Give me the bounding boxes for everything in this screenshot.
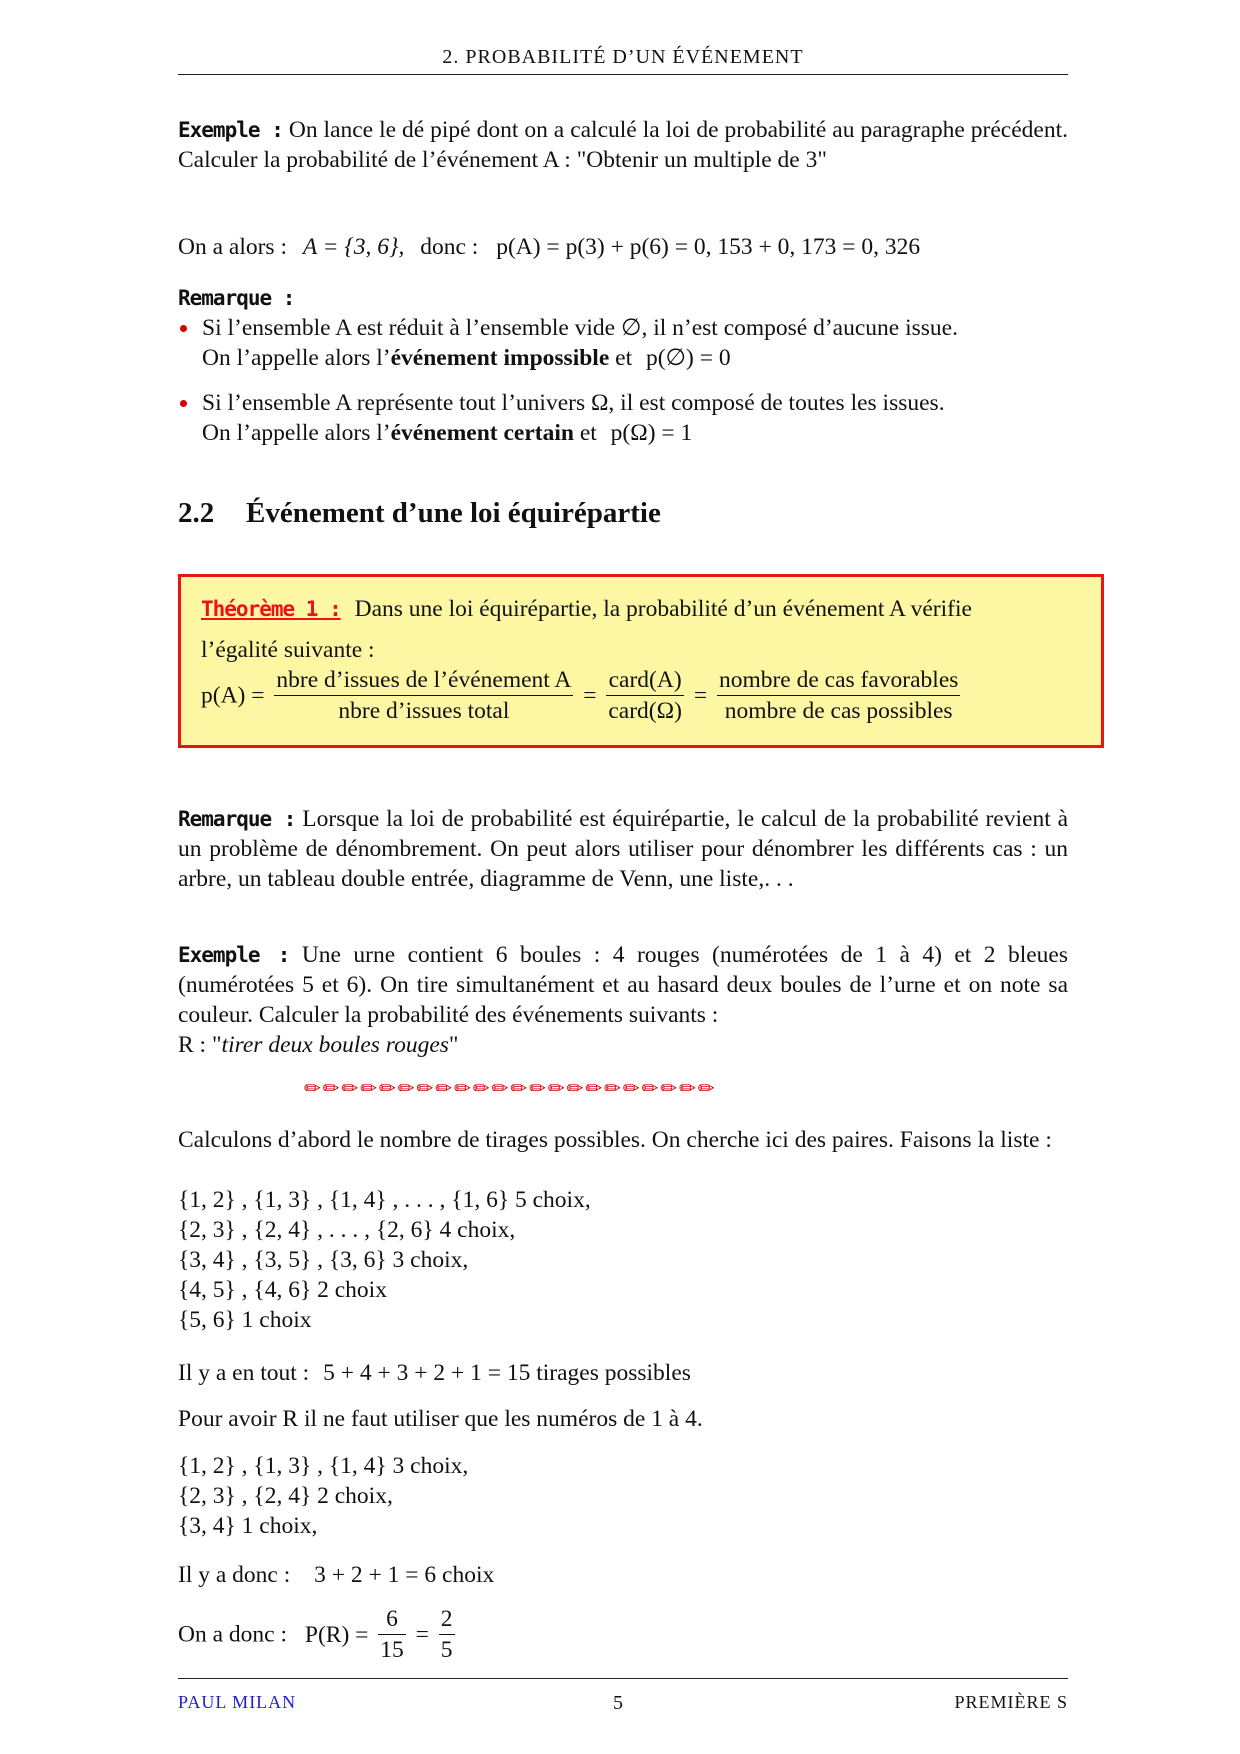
example-text: Une urne contient 6 boules : 4 rouges (numérotées de 1 à 4) et 2 bleues (numérotées 5 et 6). On tire simultanément et au hasard deux boules de l’urne et on note sa couleur. Calculer la probabilité des événements suivants :	[178, 942, 1069, 1028]
pairs-row: {1, 2} , {1, 3} , {1, 4} , . . . , {1, 6} 5 choix,	[178, 1187, 591, 1213]
total-formula: 5 + 4 + 3 + 2 + 1 = 15 tirages possibles	[323, 1360, 691, 1386]
event-description: tirer deux boules rouges	[221, 1032, 449, 1058]
theorem-box	[178, 574, 1104, 748]
count-formula: 3 + 2 + 1 = 6 choix	[314, 1562, 495, 1588]
fraction-numerator: nbre d’issues de l’événement A	[274, 665, 573, 696]
section-number: 2.2	[178, 497, 215, 529]
bullet-formula: p(Ω) = 1	[610, 420, 693, 446]
count-line	[178, 1560, 1068, 1590]
final-prefix: On a donc :	[178, 1621, 287, 1648]
pairs-list-2	[178, 1451, 1068, 1541]
example-1	[178, 115, 1068, 175]
bullet-line-1: Si l’ensemble A est réduit à l’ensemble vide ∅, il n’est composé d’aucune issue.	[202, 315, 958, 341]
pairs-row: {5, 6} 1 choix	[178, 1307, 312, 1333]
restrict-line: Pour avoir R il ne faut utiliser que les numéros de 1 à 4.	[178, 1406, 703, 1432]
calc-donc: donc :	[420, 234, 479, 260]
calc-prefix: On a alors :	[178, 234, 287, 260]
theorem-text: Dans une loi équirépartie, la probabilité d’un événement A vérifie	[354, 596, 972, 622]
fraction-numerator: 6	[378, 1604, 406, 1635]
bullet-line-2-mid: et	[609, 345, 638, 371]
fraction-denominator: 15	[380, 1637, 404, 1663]
example-1-calc	[178, 232, 1068, 262]
remark-1-label-row	[178, 283, 1068, 313]
final-line	[178, 1604, 1068, 1665]
bullet-icon	[180, 325, 187, 332]
example-2	[178, 940, 1068, 1030]
example-label: Exemple :	[178, 118, 283, 142]
fraction-numerator: nombre de cas favorables	[717, 665, 960, 696]
event-suffix: "	[448, 1032, 459, 1058]
pairs-row: {3, 4} 1 choix,	[178, 1513, 318, 1539]
fraction-card	[606, 665, 684, 726]
footer-level: PREMIÈRE S	[954, 1692, 1068, 1712]
fraction-denominator: nombre de cas possibles	[724, 698, 953, 724]
event-r	[178, 1030, 1068, 1060]
pairs-row: {2, 3} , {2, 4} 2 choix,	[178, 1483, 393, 1509]
fraction-numerator: card(A)	[606, 665, 684, 696]
pairs-row: {2, 3} , {2, 4} , . . . , {2, 6} 4 choix,	[178, 1217, 516, 1243]
solution-intro: Calculons d’abord le nombre de tirages possibles. On cherche ici des paires. Faisons la liste :	[178, 1127, 1052, 1153]
remark-text: Lorsque la loi de probabilité est équirépartie, le calcul de la probabilité revient à un problème de dénombrement. On peut alors utiliser pour dénombrer les différents cas : un arbre, un tableau double entrée, diagramme de Venn, une liste,. . .	[178, 806, 1069, 892]
footer-rule	[178, 1678, 1068, 1679]
bullet-icon	[180, 400, 187, 407]
final-lhs: P(R) =	[304, 1621, 369, 1648]
pairs-row: {4, 5} , {4, 6} 2 choix	[178, 1277, 387, 1303]
remark-2	[178, 804, 1068, 894]
bullet-line-2-mid: et	[573, 420, 603, 446]
bullet-bold-term: événement certain	[390, 420, 574, 446]
theorem-line-2: l’égalité suivante :	[201, 637, 375, 663]
example-text: On lance le dé pipé dont on a calculé la loi de probabilité au paragraphe précédent. Calculer la probabilité de l’événement A : "Obtenir un multiple de 3"	[178, 117, 1068, 173]
pairs-list-1	[178, 1185, 1068, 1335]
calc-set: A = {3, 6},	[302, 234, 405, 260]
theorem-lhs: p(A) =	[201, 682, 265, 709]
fraction-numerator: 2	[439, 1604, 455, 1635]
fraction-denominator: card(Ω)	[608, 698, 682, 724]
remark-bullet	[178, 313, 1068, 373]
example-label: Exemple :	[178, 943, 290, 967]
running-header: 2. PROBABILITÉ D’UN ÉVÉNEMENT	[442, 46, 804, 68]
section-heading	[178, 497, 661, 530]
remark-label: Remarque :	[178, 807, 296, 831]
pairs-row: {3, 4} , {3, 5} , {3, 6} 3 choix,	[178, 1247, 469, 1273]
bullet-line-2-prefix: On l’appelle alors l’	[202, 345, 391, 371]
bullet-line-2	[202, 343, 1068, 373]
total-prefix: Il y a en tout :	[178, 1360, 310, 1386]
bullet-line-2-prefix: On l’appelle alors l’	[202, 420, 391, 446]
equals-sign: =	[415, 1621, 429, 1648]
theorem-label: Théorème 1 :	[201, 597, 341, 621]
fraction-issues	[274, 665, 573, 726]
fraction-cases	[717, 665, 960, 726]
bullet-line-1: Si l’ensemble A représente tout l’univers Ω, il est composé de toutes les issues.	[202, 390, 945, 416]
pairs-row: {1, 2} , {1, 3} , {1, 4} 3 choix,	[178, 1453, 469, 1479]
bullet-line-2	[202, 418, 1068, 448]
bullet-bold-term: événement impossible	[390, 345, 610, 371]
fraction-denominator: nbre d’issues total	[338, 698, 510, 724]
theorem-formula	[201, 665, 964, 726]
calc-formula: p(A) = p(3) + p(6) = 0, 153 + 0, 173 = 0, 326	[496, 234, 921, 260]
theorem-line-1	[201, 594, 972, 624]
fraction-final-1	[378, 1604, 406, 1665]
count-prefix: Il y a donc :	[178, 1562, 291, 1588]
footer-author: PAUL MILAN	[178, 1692, 297, 1712]
total-line	[178, 1358, 1068, 1388]
pencil-separator: ✏✏✏✏✏✏✏✏✏✏✏✏✏✏✏✏✏✏✏✏✏✏	[304, 1076, 717, 1100]
fraction-denominator: 5	[440, 1637, 453, 1663]
remark-label: Remarque :	[178, 286, 295, 310]
header-rule	[178, 74, 1068, 75]
fraction-final-2	[439, 1604, 455, 1665]
bullet-formula: p(∅) = 0	[645, 345, 731, 371]
section-title: Événement d’une loi équirépartie	[246, 497, 661, 529]
equals-sign: =	[693, 682, 708, 709]
footer-page-number: 5	[613, 1692, 624, 1714]
equals-sign: =	[583, 682, 597, 709]
remark-bullet	[178, 388, 1068, 448]
event-prefix: R : "	[178, 1032, 222, 1058]
